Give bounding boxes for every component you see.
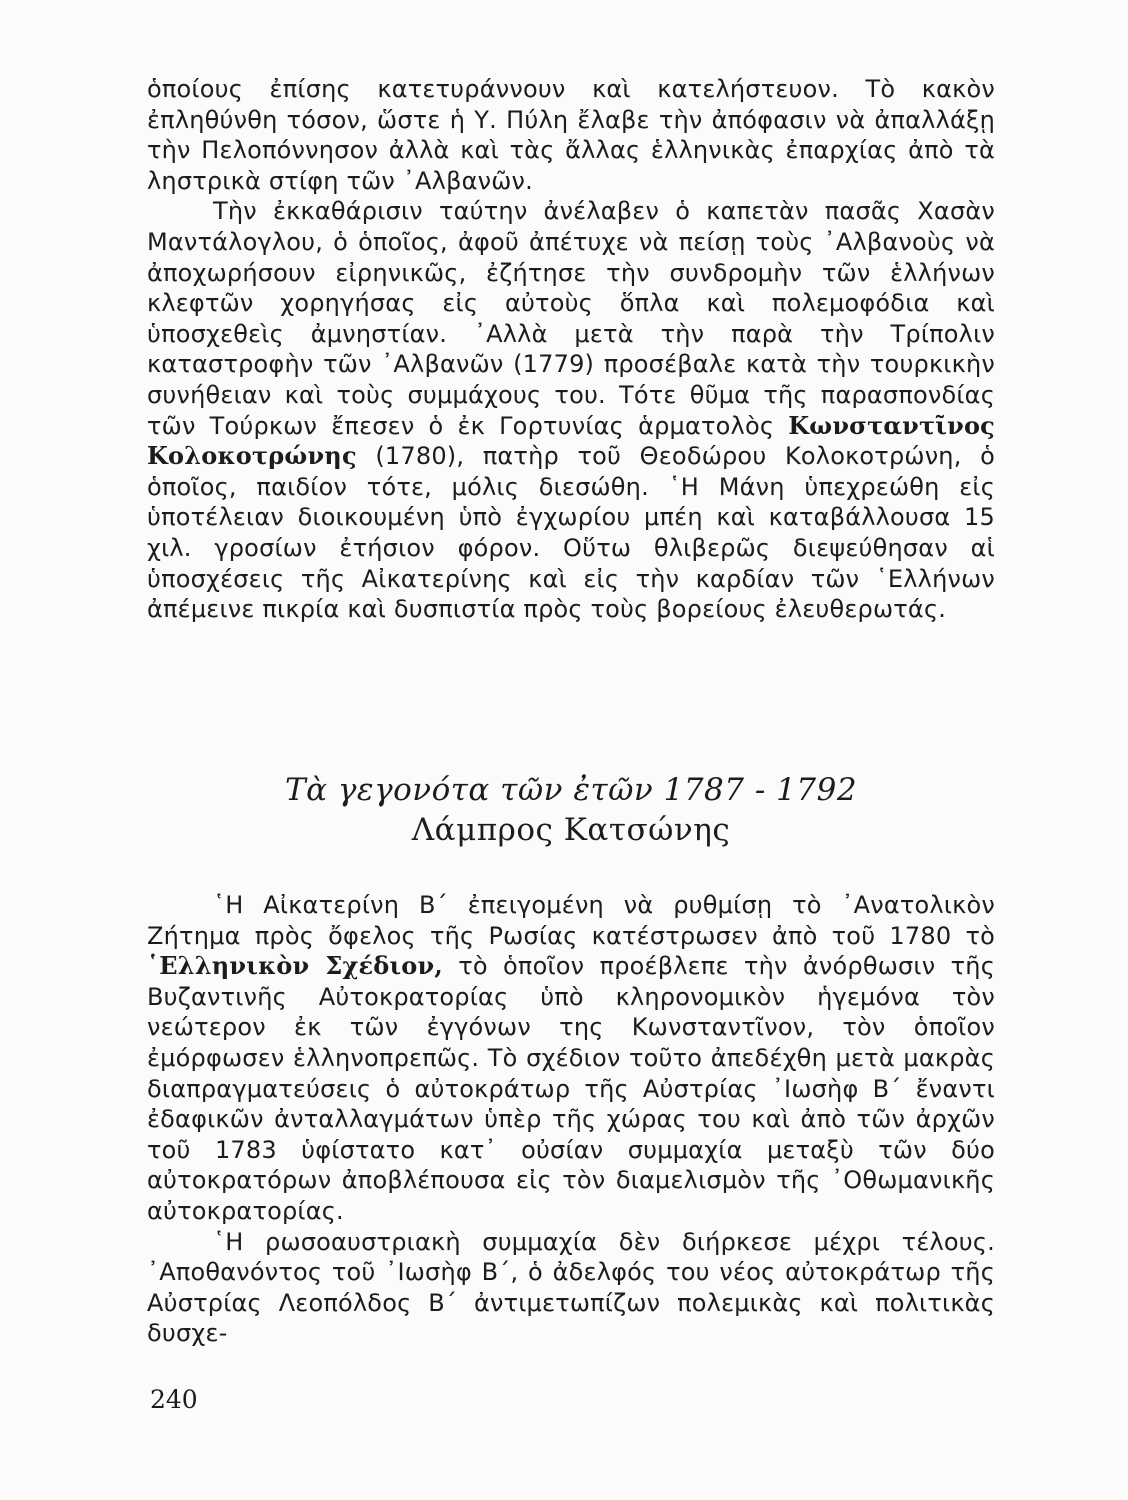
heading-subtitle: Λάμπρος Κατσώνης	[411, 812, 731, 848]
bold-term: ῾Ελληνικὸν Σχέδιον,	[147, 951, 443, 981]
paragraph: ὁποίους ἐπίσης κατετυράννουν καὶ κατελήστευον. Τὸ κακὸν ἐπληθύνθη τόσον, ὥστε ἡ Υ. Πύλη ἔλαβε τὴν ἀπόφασιν νὰ ἀπαλλάξῃ τὴν Πελοπόννησον ἀλλὰ καὶ τὰς ἄλλας ἑλληνικὰς ἐπαρχίας ἀπὸ τὰ ληστρικὰ στίφη τῶν ᾿Αλβανῶν.	[147, 75, 995, 195]
bold-name: Κωνσταντῖνος Κολοκοτρώνης	[147, 410, 995, 471]
section-heading	[147, 770, 995, 850]
paragraph: ῾Η Αἰκατερίνη Β΄ ἐπειγομένη νὰ ρυθμίσῃ τὸ ᾿Ανατολικὸν Ζήτημα πρὸς ὄφελος τῆς Ρωσίας κατέστρωσεν ἀπὸ τοῦ 1780 τὸ ῾Ελληνικὸν Σχέδιον, τὸ ὁποῖον προέβλεπε τὴν ἀνόρθωσιν τῆς Βυζαντινῆς Αὐτοκρατορίας ὑπὸ κληρονομικὸν ἡγεμόνα τὸν νεώτερον ἐκ τῶν ἐγγόνων της Κωνσταντῖνον, τὸν ὁποῖον ἐμόρφωσεν ἑλληνοπρεπῶς. Τὸ σχέδιον τοῦτο ἀπεδέχθη μετὰ μακρὰς διαπραγματεύσεις ὁ αὐτοκράτωρ τῆς Αὐστρίας ᾿Ιωσὴφ Β΄ ἔναντι ἐδαφικῶν ἀνταλλαγμάτων ὑπὲρ τῆς χώρας του καὶ ἀπὸ τῶν ἀρχῶν τοῦ 1783 ὑφίστατο κατ᾿ οὐσίαν συμμαχία μεταξὺ τῶν δύο αὐτοκρατόρων ἀποβλέπουσα εἰς τὸν διαμελισμὸν τῆς ᾿Οθωμανικῆς αὐτοκρατορίας.	[147, 891, 995, 1225]
page-number: 240	[150, 1385, 198, 1414]
text-block-lower	[147, 890, 995, 1349]
text-block-upper	[147, 74, 995, 625]
paragraph: Τὴν ἐκκαθάρισιν ταύτην ἀνέλαβεν ὁ καπετὰν πασᾶς Χασὰν Μαντάλογλου, ὁ ὁποῖος, ἀφοῦ ἀπέτυχε νὰ πείσῃ τοὺς ᾿Αλβανοὺς νὰ ἀποχωρήσουν εἰρηνικῶς, ἐζήτησε τὴν συνδρομὴν τῶν ἑλλήνων κλεφτῶν χορηγήσας εἰς αὐτοὺς ὅπλα καὶ πολεμοφόδια καὶ ὑποσχεθεὶς ἀμνηστίαν. ᾿Αλλὰ μετὰ τὴν παρὰ τὴν Τρίπολιν καταστροφὴν τῶν ᾿Αλβανῶν (1779) προσέβαλε κατὰ τὴν τουρκικὴν συνήθειαν καὶ τοὺς συμμάχους του. Τότε θῦμα τῆς παρασπονδίας τῶν Τούρκων ἔπεσεν ὁ ἐκ Γορτυνίας ἁρματολὸς Κωνσταντῖνος Κολοκοτρώνης (1780), πατὴρ τοῦ Θεοδώρου Κολοκοτρώνη, ὁ ὁποῖος, παιδίον τότε, μόλις διεσώθη. ῾Η Μάνη ὑπεχρεώθη εἰς ὑποτέλειαν διοικουμένη ὑπὸ ἐγχωρίου μπέη καὶ καταβάλλουσα 15 χιλ. γροσίων ἐτήσιον φόρον. Οὕτω θλιβερῶς διεψεύθησαν αἱ ὑποσχέσεις τῆς Αἰκατερίνης καὶ εἰς τὴν καρδίαν τῶν ῾Ελλήνων ἀπέμεινε πικρία καὶ δυσπιστία πρὸς τοὺς βορείους ἐλευθερωτάς.	[147, 197, 995, 624]
paragraph: ῾Η ρωσοαυστριακὴ συμμαχία δὲν διήρκεσε μέχρι τέλους. ᾿Αποθανόντος τοῦ ᾿Ιωσὴφ Β΄, ὁ ἀδελφός του νέος αὐτοκράτωρ τῆς Αὐστρίας Λεοπόλδος Β΄ ἀντιμετωπίζων πολεμικὰς καὶ πολιτικὰς δυσχε-	[147, 1227, 995, 1348]
heading-title: Τὰ γεγονότα τῶν ἐτῶν 1787 - 1792	[284, 772, 858, 808]
